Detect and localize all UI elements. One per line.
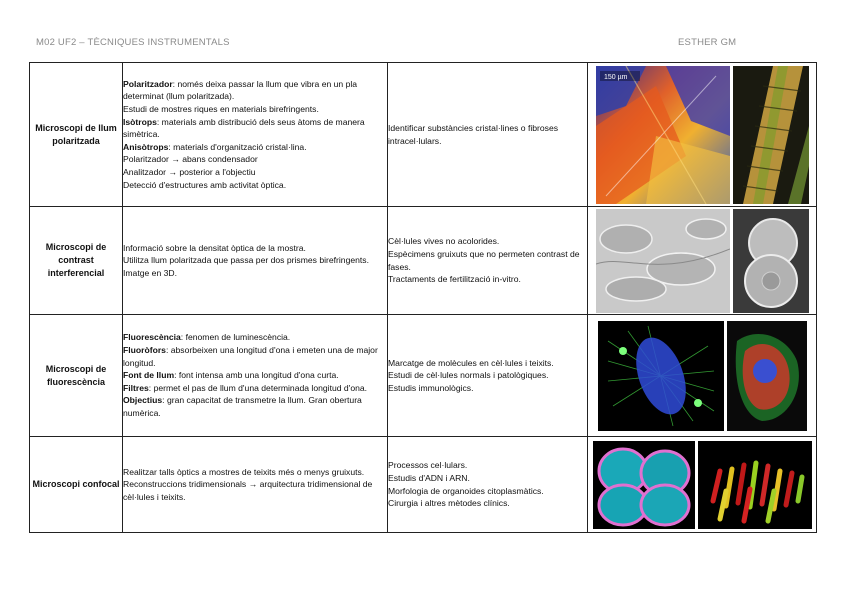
confocal-cells-image: [593, 441, 695, 529]
application-line: Cèl·lules vives no acolorides.: [388, 236, 500, 247]
description-cell: [123, 437, 388, 533]
description-line: Realitzar talls òptics a mostres de teixits més o menys gruixuts.: [123, 466, 365, 477]
application-line: Marcatge de molècules en cèl·lules i teixits.: [388, 357, 554, 368]
description-line: Detecció d'estructures amb activitat òptica.: [123, 179, 287, 190]
description-line: Estudi de mostres riques en materials birefringents.: [123, 104, 319, 115]
application-line: Identificar substàncies cristal·lines o fibroses intracel·lulars.: [388, 122, 559, 146]
image-cell: [588, 315, 817, 437]
application-line: Morfologia de organoides citoplasmàtics.: [388, 485, 544, 496]
application-line: Estudi de cèl·lules normals i patològiques.: [388, 370, 549, 381]
applications-cell: [388, 207, 588, 315]
description-line: Filtres: permet el pas de llum d'una determinada longitud d'ona.: [123, 382, 368, 393]
table-row: [30, 207, 817, 315]
polarized-fiber-image: [733, 66, 809, 204]
table-row: [30, 63, 817, 207]
description-line: Objectius: gran capacitat de transmetre la llum. Gran obertura numèrica.: [123, 395, 362, 418]
dic-cells-image: [596, 209, 730, 313]
fluorescence-spindle-image: [598, 321, 724, 431]
description-cell: [123, 207, 388, 315]
image-cell: [588, 207, 817, 315]
polarized-crystal-image: [596, 66, 730, 204]
description-line: Reconstruccions tridimensionals → arquitectura tridimensional de cèl·lules i teixits.: [123, 479, 373, 502]
description-line: Informació sobre la densitat òptica de la mostra.: [123, 242, 306, 253]
scale-label: 150 µm: [603, 73, 627, 81]
description-cell: [123, 315, 388, 437]
description-line: Fluorescència: fenomen de luminescència.: [123, 332, 291, 343]
description-line: Analitzador → posterior a l'objectiu: [123, 166, 256, 177]
image-cell: [588, 437, 817, 533]
header-right: ESTHER GM: [678, 37, 737, 48]
description-line: Font de llum: font intensa amb una longitud d'ona curta.: [123, 370, 339, 381]
dic-embryo-image: [733, 209, 809, 313]
microscopes-table: [29, 62, 817, 533]
header-left: M02 UF2 – TÈCNIQUES INSTRUMENTALS: [36, 37, 230, 48]
description-line: Polaritzador → abans condensador: [123, 154, 258, 165]
applications-cell: [388, 437, 588, 533]
description-line: Isòtrops: materials amb distribució dels seus àtoms de manera simètrica.: [123, 116, 365, 140]
application-line: Espècimens gruixuts que no permeten contrast de fases.: [388, 248, 580, 272]
microscope-name: Microscopi de fluorescència: [30, 315, 123, 437]
applications-cell: [388, 63, 588, 207]
microscope-name: Microscopi de contrast interferencial: [30, 207, 123, 315]
applications-cell: [388, 315, 588, 437]
microscope-name: Microscopi de llum polaritzada: [30, 63, 123, 207]
image-cell: [588, 63, 817, 207]
description-line: Utilitza llum polaritzada que passa per dos prismes birefringents.: [123, 255, 369, 266]
application-line: Estudis d'ADN i ARN.: [388, 472, 470, 483]
description-line: Anisòtrops: materials d'organització cristal·lina.: [123, 141, 307, 152]
table-row: [30, 437, 817, 533]
fluorescence-cell-image: [727, 321, 807, 431]
description-line: Fluoròfors: absorbeixen una longitud d'ona i emeten una de major longitud.: [123, 345, 378, 368]
description-line: Polaritzador: només deixa passar la llum que vibra en un pla determinat (llum polaritzada).: [123, 78, 358, 102]
application-line: Tractaments de fertilització in-vitro.: [388, 274, 521, 285]
application-line: Estudis immunològics.: [388, 382, 474, 393]
application-line: Processos cel·lulars.: [388, 460, 468, 471]
application-line: Cirurgia i altres mètodes clínics.: [388, 498, 510, 509]
description-line: Imatge en 3D.: [123, 267, 177, 278]
description-cell: [123, 63, 388, 207]
confocal-3d-tissue-image: [698, 441, 812, 529]
table-row: [30, 315, 817, 437]
microscope-name: Microscopi confocal: [30, 437, 123, 533]
